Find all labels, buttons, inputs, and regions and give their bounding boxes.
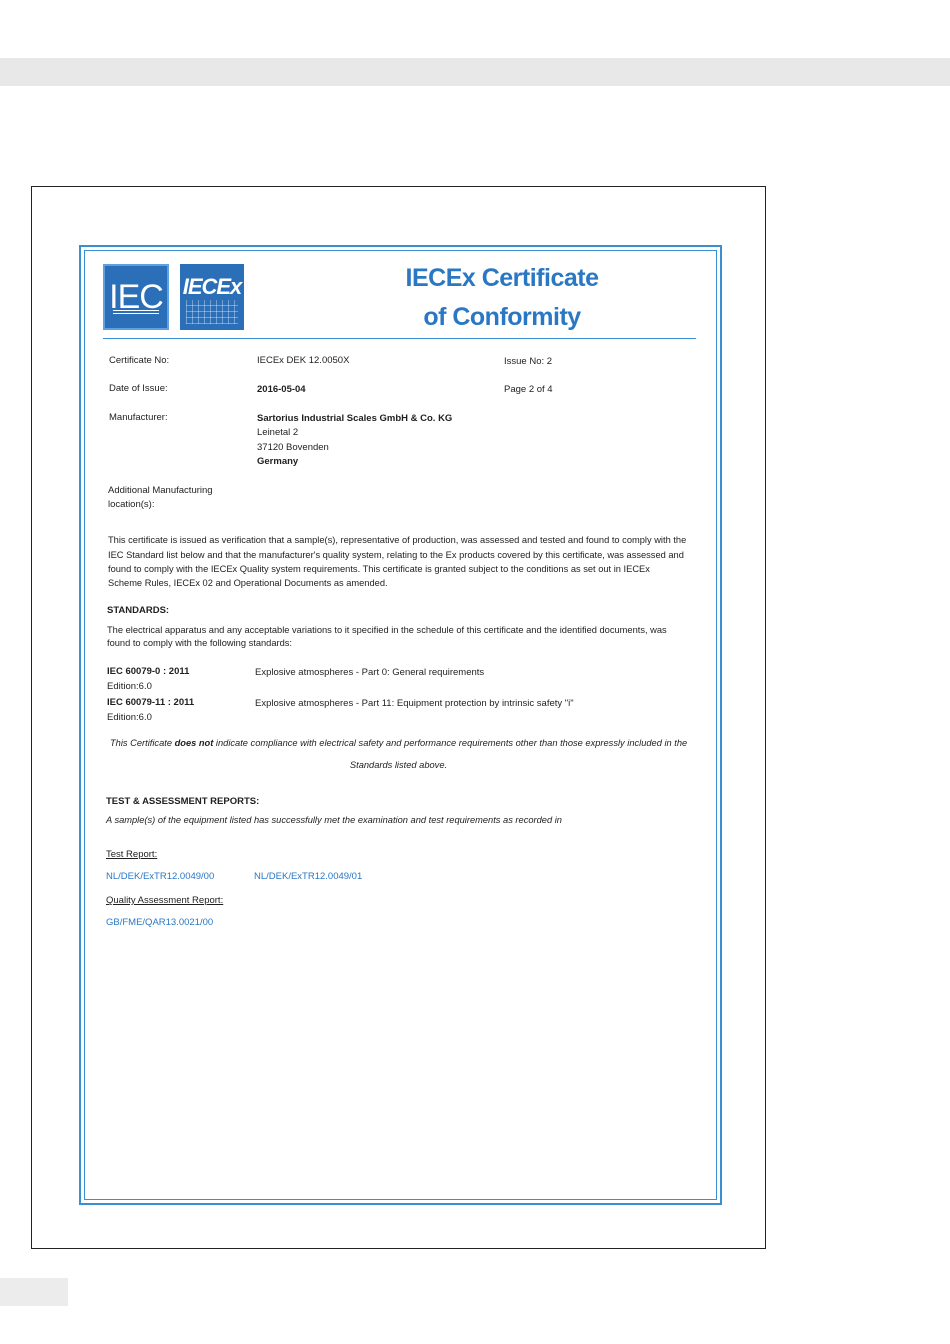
standard-description: Explosive atmospheres - Part 11: Equipment protection by intrinsic safety "i" [255, 698, 574, 709]
verification-line: This certificate is issued as verification that a sample(s), representative of production, was assessed and tested and found to comply with the [108, 535, 687, 545]
reports-heading: TEST & ASSESSMENT REPORTS: [106, 796, 260, 807]
certificate-no-label: Certificate No: [109, 355, 170, 366]
standard-edition: Edition:6.0 [107, 681, 152, 692]
standards-note: This Certificate does not indicate compliance with electrical safety and performance requirements other than those expressly included in the [110, 738, 688, 748]
page-number: Page 2 of 4 [504, 384, 553, 395]
standards-intro-line: found to comply with the following standards: [107, 638, 293, 648]
manufacturer-name: Sartorius Industrial Scales GmbH & Co. KG [257, 413, 453, 424]
standard-code: IEC 60079-0 : 2011 [107, 666, 190, 677]
certificate-no-value: IECEx DEK 12.0050X [257, 355, 350, 366]
certificate-inner-border [84, 250, 717, 1200]
title-line-1: IECEx Certificate [405, 264, 599, 292]
issue-no: Issue No: 2 [504, 356, 553, 367]
certificate-border [79, 245, 722, 1205]
test-report-ref: NL/DEK/ExTR12.0049/00 [106, 871, 215, 882]
top-gray-band [0, 58, 950, 86]
standard-description: Explosive atmospheres - Part 0: General requirements [255, 667, 485, 678]
test-report-ref: NL/DEK/ExTR12.0049/01 [254, 871, 363, 882]
standards-intro-line: The electrical apparatus and any acceptable variations to it specified in the schedule of this certificate and the identified documents, was [107, 625, 667, 635]
iecex-logo: IECEx [180, 264, 244, 330]
certificate-title [362, 259, 642, 337]
address-country: Germany [257, 456, 299, 467]
standard-edition: Edition:6.0 [107, 712, 152, 723]
verification-line: Scheme Rules, IECEx 02 and Operational Documents as amended. [108, 578, 388, 588]
title-line-2: of Conformity [423, 303, 581, 331]
iec-logo: IEC [103, 264, 169, 330]
verification-line: IEC Standard list below and that the manufacturer's quality system, relating to the Ex products covered by this certificate, was assessed and [108, 550, 684, 560]
reports-intro: A sample(s) of the equipment listed has successfully met the examination and test requirements as recorded in [106, 815, 562, 825]
address-line-2: 37120 Bovenden [257, 442, 329, 453]
additional-location-label-1: Additional Manufacturing [108, 485, 213, 496]
verification-line: found to comply with the IECEx Quality system requirements. This certificate is granted subject to the conditions as set out in IECEx [108, 564, 650, 574]
additional-location-label-2: location(s): [108, 499, 155, 510]
standards-heading: STANDARDS: [107, 605, 170, 616]
certificate-scan [31, 186, 766, 1249]
manufacturer-label: Manufacturer: [109, 412, 168, 423]
test-report-label: Test Report: [106, 849, 158, 860]
date-of-issue-value: 2016-05-04 [257, 384, 306, 395]
standard-code: IEC 60079-11 : 2011 [107, 697, 195, 708]
standards-note-line-2: Standards listed above. [349, 760, 448, 770]
title-rule [103, 338, 696, 339]
qar-ref: GB/FME/QAR13.0021/00 [106, 917, 214, 928]
date-of-issue-label: Date of Issue: [109, 383, 168, 394]
bottom-gray-tab [0, 1278, 68, 1306]
qar-label: Quality Assessment Report: [106, 895, 224, 906]
address-line-1: Leinetal 2 [257, 427, 299, 438]
